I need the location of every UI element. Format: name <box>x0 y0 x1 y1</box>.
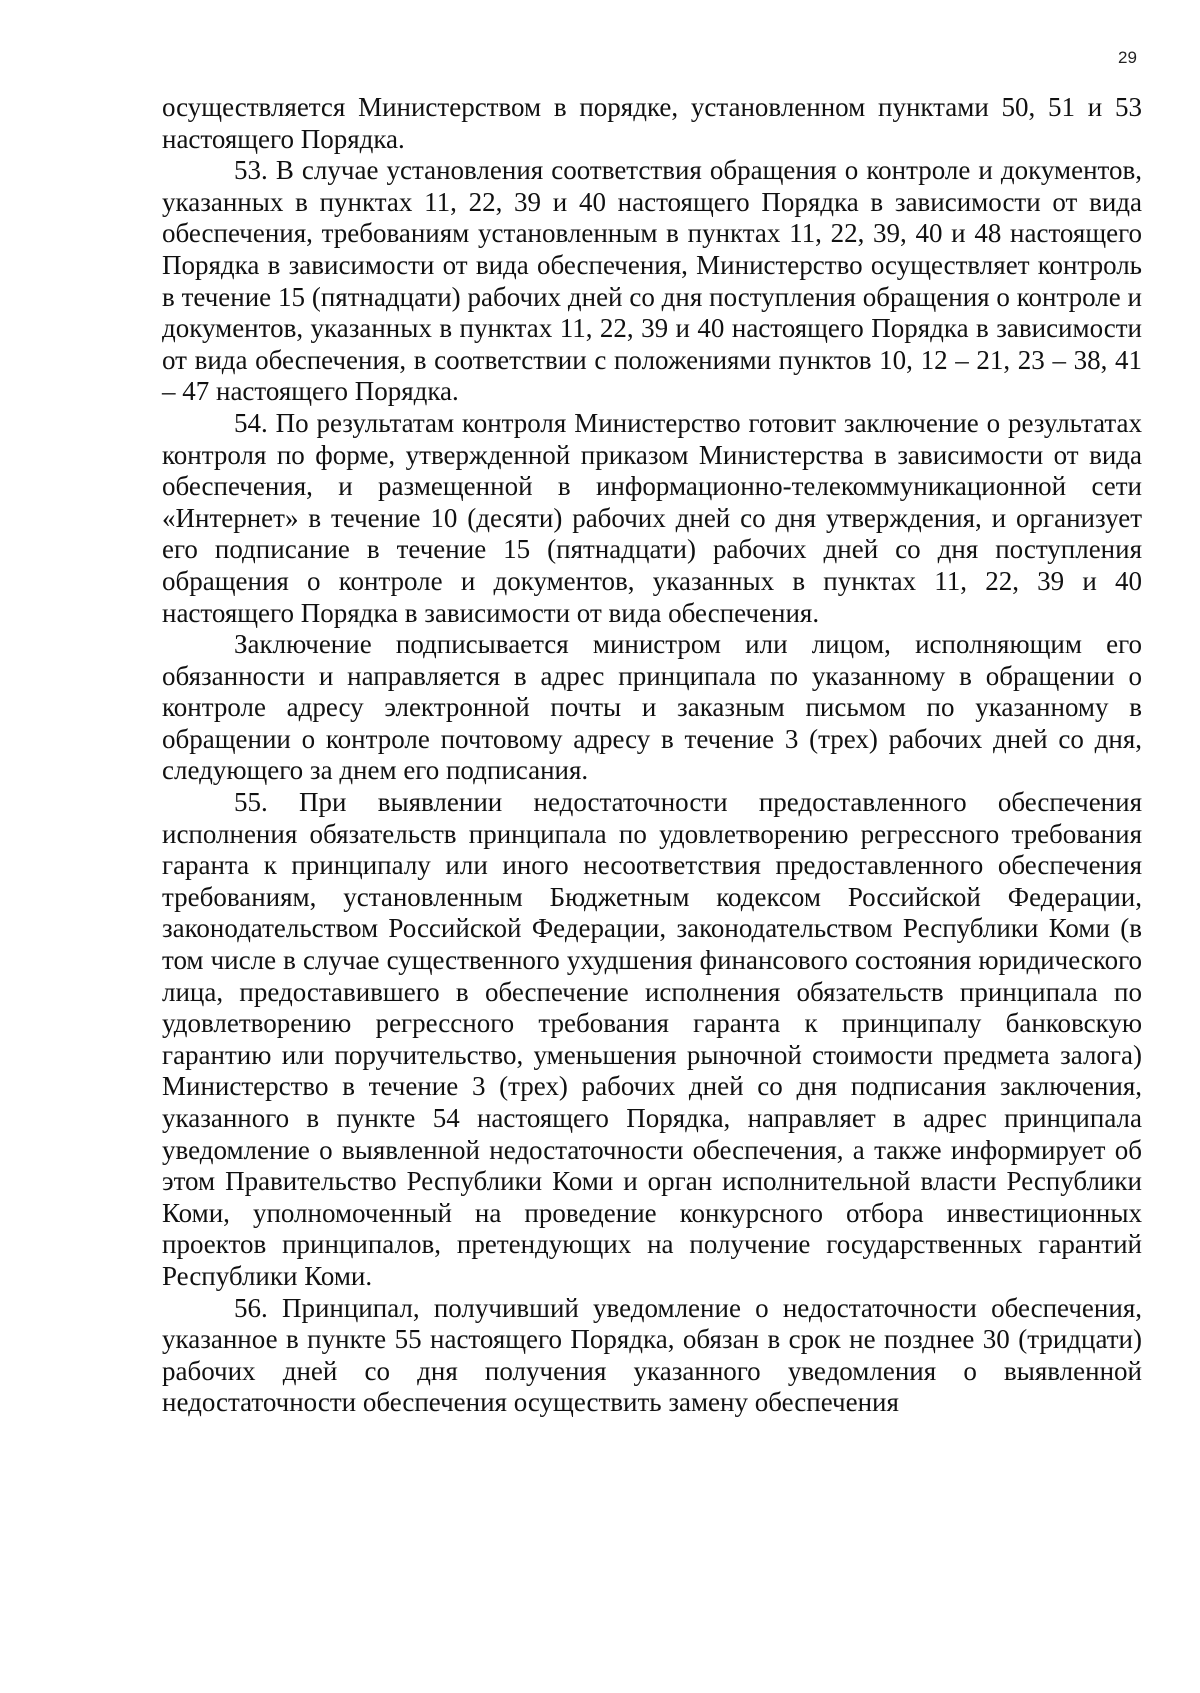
paragraph-54: 54. По результатам контроля Министерство готовит заключение о результатах контроля по форме, утвержденной приказом Министерства в зависимости от вида обеспечения, и размещенной в информационно-телекоммуникационной сети «Интернет» в течение 10 (десяти) рабочих дней со дня утверждения, и организует его подписание в течение 15 (пятнадцати) рабочих дней со дня поступления обращения о контроле и документов, указанных в пунктах 11, 22, 39 и 40 настоящего Порядка в зависимости от вида обеспечения. <box>162 407 1142 628</box>
paragraph-56: 56. Принципал, получивший уведомление о недостаточности обеспечения, указанное в пункте 55 настоящего Порядка, обязан в срок не позднее 30 (тридцати) рабочих дней со дня получения указанного уведомления о выявленной недостаточности обеспечения осуществить замену обеспечения <box>162 1292 1142 1418</box>
paragraph-continuation: осуществляется Министерством в порядке, установленном пунктами 50, 51 и 53 настоящего Порядка. <box>162 92 1142 154</box>
paragraph-55: 55. При выявлении недостаточности предоставленного обеспечения исполнения обязательств принципала по удовлетворению регрессного требования гаранта к принципалу или иного несоответствия предоставленного обеспечения требованиям, установленным Бюджетным кодексом Российской Федерации, законодательством Российской Федерации, законодательством Республики Коми (в том числе в случае существенного ухудшения финансового состояния юридического лица, предоставившего в обеспечение исполнения обязательств принципала по удовлетворению регрессного требования гаранта к принципалу банковскую гарантию или поручительство, уменьшения рыночной стоимости предмета залога) Министерство в течение 3 (трех) рабочих дней со дня подписания заключения, указанного в пункте 54 настоящего Порядка, направляет в адрес принципала уведомление о выявленной недостаточности обеспечения, а также информирует об этом Правительство Республики Коми и орган исполнительной власти Республики Коми, уполномоченный на проведение конкурсного отбора инвестиционных проектов принципалов, претендующих на получение государственных гарантий Республики Коми. <box>162 787 1142 1291</box>
paragraph-53: 53. В случае установления соответствия обращения о контроле и документов, указанных в пунктах 11, 22, 39 и 40 настоящего Порядка в зависимости от вида обеспечения, требованиям установленным в пунктах 11, 22, 39, 40 и 48 настоящего Порядка в зависимости от вида обеспечения, Министерство осуществляет контроль в течение 15 (пятнадцати) рабочих дней со дня поступления обращения о контроле и документов, указанных в пунктах 11, 22, 39 и 40 настоящего Порядка в зависимости от вида обеспечения, в соответствии с положениями пунктов 10, 12 – 21, 23 – 38, 41 – 47 настоящего Порядка. <box>162 155 1142 407</box>
paragraph-54-conclusion: Заключение подписывается министром или лицом, исполняющим его обязанности и направляется в адрес принципала по указанному в обращении о контроле адресу электронной почты и заказным письмом по указанному в обращении о контроле почтовому адресу в течение 3 (трех) рабочих дней со дня, следующего за днем его подписания. <box>162 629 1142 786</box>
page-number: 29 <box>1118 48 1137 67</box>
document-body <box>162 92 1142 1419</box>
